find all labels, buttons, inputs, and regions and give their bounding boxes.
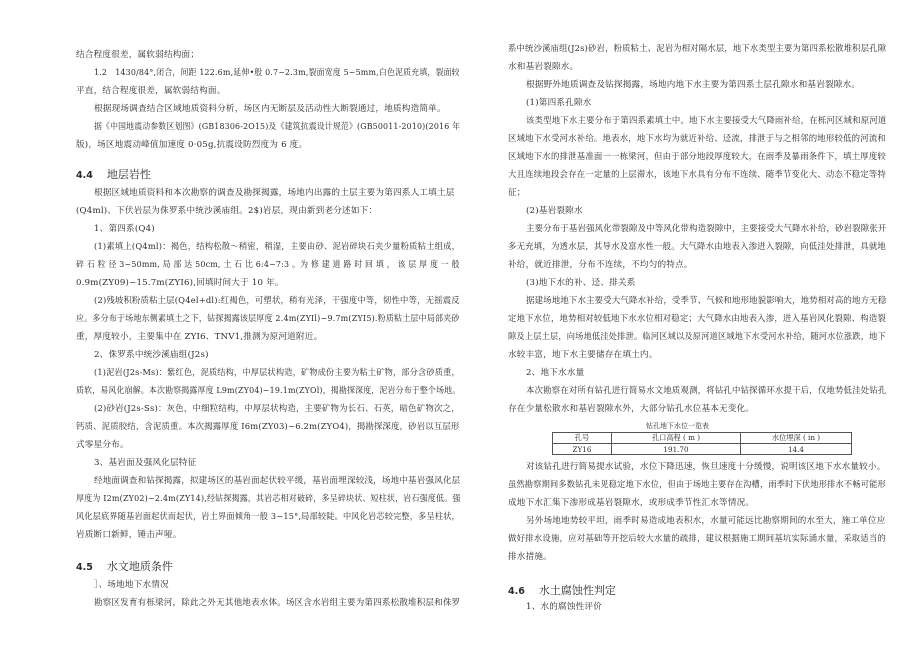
table-header-cell: 孔口高程 ( m ) xyxy=(612,433,741,444)
text-line: 该类型地下水主要分布于第四系素填土中。地下水主要接受大气降雨补给，在栎河区域和原河道 xyxy=(526,116,887,126)
text-line: (2)残坡积粉质粘土层(Q4el+dl):红褐色，可塑状，稍有光泽，干强度中等，韧性中等，无摇震反 xyxy=(94,296,460,306)
text-line: 补给，就近排泄，分布不连续，不均匀的特点。 xyxy=(508,260,693,270)
section-number: 4.5 xyxy=(76,562,93,573)
text-line: 排水措施。 xyxy=(508,552,552,562)
subheading: 3、基岩面及强风化层特征 xyxy=(94,458,197,468)
text-line: 区域地下水的排泄基准面一一栋梁河，但由于部分地段厚度较大，在雨季及暴雨条件下，填土厚度较 xyxy=(508,152,887,162)
table-header-cell: 孔号 xyxy=(553,433,612,444)
text-line: 平直，结合程度很差，属软弱结构面。 xyxy=(76,86,226,96)
text-line: 区域地下水受河水补给。地表水，地下水均为就近补给、迳流，排泄于与之相邻的地形较低的河流和 xyxy=(508,134,887,144)
text-line: 岩质断口新鲜，锤击声哑。 xyxy=(76,530,182,540)
text-line: 隙及上层土层，向场地低洼处排泄。临河区域以及原河道区域地下水受河水补给，随河水位涨跌，地下 xyxy=(508,332,886,342)
text-line: 1.2 1430/84°,闭合，间距 122.6m,延伸•般 0.7~2.3m,裂面宽度 5~5mm,白色泥质充填，裂面较 xyxy=(94,68,460,78)
table-header-cell: 水位埋深 ( in ) xyxy=(741,433,852,444)
table-caption: 钻孔地下水位一览表 xyxy=(646,422,709,430)
table-row xyxy=(553,444,852,455)
section-heading-4-6 xyxy=(508,582,616,598)
subheading: (1)第四系孔隙水 xyxy=(526,98,592,108)
text-line: (1)泥岩(J2s-Ms)：紫红色，泥质结构，中厚层状构造，矿物成份主要为粘土矿物，部分含砂质重， xyxy=(94,368,460,378)
text-line: 水较丰富，地下水主要储存在填土内。 xyxy=(508,350,658,360)
text-line: 定地下水位，地势相对较低地下水水位相对稳定；大气降水由地表入渗，进入基岩风化裂隙、构造裂 xyxy=(508,314,887,324)
text-line: 重，厚度较小，主要集中在 ZYI6、TNV1,推测为原河道附近。 xyxy=(76,332,323,342)
text-line: 据《中国地震动参数区划图》(GB18306-2O15)及《建筑抗震设计规范》(GB50011-2010)(2016 年 xyxy=(94,122,461,132)
text-line: 0.9m(ZY09)~15.7m(ZYI6),回填时间大于 10 年。 xyxy=(76,278,284,288)
text-line: 水和基岩裂隙水。 xyxy=(508,62,579,72)
subheading: 1、水的腐蚀性评价 xyxy=(526,602,603,612)
text-line: 根据区域地质资料和本次勘察的调查及勘探揭露，场地内出露的土层主要为第四系人工填土层 xyxy=(94,188,455,198)
text-line: 另外场地地势较平坦，雨季时易造成地表积水，水量可能远比勘察期间的水至大，施工单位应 xyxy=(526,516,886,526)
text-line: 存在少量松散水和基岩裂隙水外，大部分钻孔水位基本无变化。 xyxy=(508,404,755,414)
text-line: 根据现场调查结合区域地质资料分析，场区内无断层及活动性大断裂通过，地质构造简单。 xyxy=(94,104,446,114)
text-line: 结合程度很差，属软弱结构面； xyxy=(76,50,200,60)
text-line: 式零星分布。 xyxy=(76,440,129,450)
text-line: 多无充填，为透水层，其导水及富水性一般。大气降水由地表入渗进入裂隙，向低洼处排泄，具就地 xyxy=(508,242,887,252)
text-line: 经地面调查和钻探揭露，拟建场区的基岩面起伏较平缓，基岩面埋深较浅，场地中基岩强风化层 xyxy=(94,476,461,486)
text-line: 钙质、泥质胶结，含泥质重。本次揭露厚度 I6m(ZY03)~6.2m(ZYO4)，揭勘探深度，砂岩以互层形 xyxy=(76,422,460,432)
subheading: (3)地下水的补、迳、排关系 xyxy=(526,278,636,288)
text-line: 版)，场区地震动峰值加速度 0·05g,抗震设防烈度为 6 度。 xyxy=(76,140,308,150)
text-line: 风化层底界随基岩面起伏而起伏，岩土界面倾角一般 3~15°,局部较陡。中风化岩芯较完整，多呈柱状， xyxy=(76,512,460,522)
section-title: 水文地质条件 xyxy=(106,560,173,573)
text-line: 成地下水汇集下渗形成基岩裂隙水，或形成季节性汇水等情况。 xyxy=(508,498,755,508)
table-cell: 14.4 xyxy=(741,444,852,455)
section-heading-4-5 xyxy=(76,558,173,574)
text-line: 勘察区发育有栎梁河，除此之外无其他地表水体。场区含水岩组主要为第四系松散堆积层和侏罗 xyxy=(94,598,461,608)
text-line: 对该钻孔进行简易提水试验，水位下降迅速，恢旦速度十分缓慢，说明该区地下水水量较小。 xyxy=(526,462,886,472)
text-line: 大且连续地段会存在一定量的上层滞水，该地下水具有分布不连续、随季节变化大、动态不稳定等特 xyxy=(508,170,887,180)
section-number: 4.6 xyxy=(508,586,525,597)
text-line: 本次勘察在对所有钻孔进行简易水文地质观测，将钻孔中钻探循环水提干后，仅地势低洼处钻孔 xyxy=(526,386,887,396)
water-level-table xyxy=(552,432,852,455)
section-number: 4.4 xyxy=(76,170,93,181)
text-line: 虽然勘察期间多数钻孔未见稳定地下水位，但由于场地主要存在沟槽，雨季时下伏地形排水不畅可能形 xyxy=(508,480,886,490)
subheading: 2、地下水水量 xyxy=(526,368,585,378)
text-line: 据建场地地下水主要受大气降水补给，受季节、气候和地形地貌影响大，地势相对高的地方无稳 xyxy=(526,296,887,306)
table-cell: ZY16 xyxy=(553,444,612,455)
section-heading-4-4 xyxy=(76,166,151,182)
text-line: 征； xyxy=(508,188,526,198)
text-line: 做好排水设施，应对基础等开挖后较大水量的疏排，建议根据施工期间基坑实际涌水量，采取适当的 xyxy=(508,534,887,544)
text-line: 主要分布于基岩强风化带裂隙及中等风化带构造裂隙中，主要接受大气降水补给，砂岩裂隙张开 xyxy=(526,224,887,234)
subheading: 1、第四系(Q4) xyxy=(94,224,155,234)
subheading: (2)基岩裂隙水 xyxy=(526,206,583,216)
text-line: 碎 石 粒 径 3~50mm, 局 部 达 50cm, 土 石 比 6:4~7:3 。为 修 建 道 路 时 回 填 ， 该 层 厚 度 一 般 xyxy=(76,260,460,270)
table-cell: 191.70 xyxy=(612,444,741,455)
section-title: 水土腐蚀性判定 xyxy=(538,584,616,597)
section-title: 地层岩性 xyxy=(106,168,151,181)
text-line: 系中统沙溪庙组(J2s)砂岩，粉质粘土、泥岩为相对隔水层，地下水类型主要为第四系松散堆积层孔隙 xyxy=(508,44,887,54)
table-header-row xyxy=(553,433,852,444)
text-line: 根据野外地质调查及钻探揭露，场地内地下水主要为第四系土层孔隙水和基岩裂隙水。 xyxy=(526,80,861,90)
text-line: (Q4ml)、下伏岩层为侏罗系中统沙溪庙组。2$)岩层，现由新到老分述如下： xyxy=(76,206,378,216)
text-line: 厚度为 I2m(ZY02)~2.4m(ZY14),经钻探揭露，其岩芯相对破碎，多呈碎块状、短柱状，岩石强度低。强 xyxy=(76,494,461,504)
text-line: (1)素填上(Q4ml)：褐色，结构松散～稍密，稍湿，主要由砂、泥岩碎块石夹少量粉质粘土组成， xyxy=(94,242,461,252)
text-line: 质软，易风化崩解。本次勘察揭露厚度 L9m(ZY04)~19.1m(ZYOl)，揭勘探深度，泥岩分布于整个场地。 xyxy=(76,386,461,396)
text-line: 应。多分布于场地东侧素填土之下，钻探揭露该层厚度 2.4m(ZYIl)~9.7m(ZYI5).粉质粘土层中局部夹砂 xyxy=(76,314,460,324)
subheading: ］、场地地下水情况 xyxy=(94,580,169,590)
text-line: (2)砂岩(J2s-Ss)：灰色，中细粒结构，中厚层状构造，主要矿物为长石、石英，暗色矿物次之， xyxy=(94,404,460,414)
subheading: 2、侏罗系中统沙溪庙组(J2s) xyxy=(94,350,209,360)
